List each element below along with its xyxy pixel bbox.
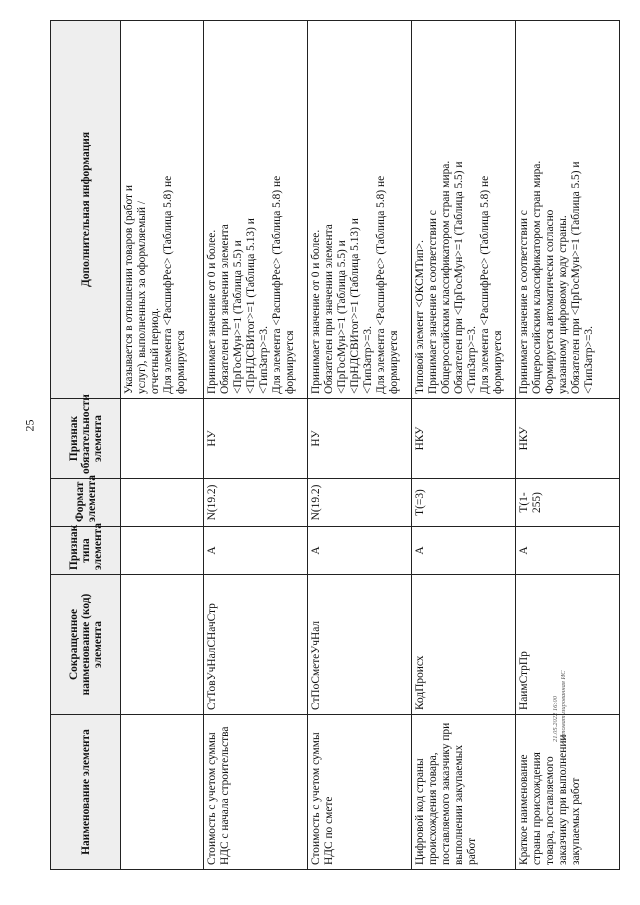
info-line: <ТипЗатр>=3. (583, 326, 596, 394)
table-header-row (51, 21, 121, 870)
info-line: Для элемента <РасшифРес> (Таблица 5.8) не (162, 175, 174, 394)
cell-element-format: Т(=3) (412, 479, 516, 527)
page-number: 25 (22, 419, 37, 432)
rotated-table-container (50, 20, 620, 870)
cell-element-required: НУ (308, 399, 412, 479)
cell-element-format (121, 479, 204, 527)
info-line: Общероссийским классификатором стран мира. (531, 160, 544, 394)
info-line: Указывается в отношении товаров (работ и (123, 185, 135, 394)
cell-element-format: N(19.2) (308, 479, 412, 527)
cell-element-type: А (308, 527, 412, 575)
stamp-line-1: 21.05.2022 16:00 (552, 695, 559, 742)
cell-element-code: НаимСтрПр (516, 575, 620, 715)
info-line: Формируется автоматически согласно (544, 209, 557, 394)
info-line: формируется (492, 330, 505, 394)
info-line: Принимает значение от 0 и более. (310, 229, 323, 394)
info-line: <ПрГосМун>=1 (Таблица 5.5) и (336, 240, 349, 394)
cell-element-required: НУ (204, 399, 308, 479)
table-row (308, 21, 412, 870)
cell-additional-info (412, 21, 516, 399)
info-line: формируется (284, 330, 297, 394)
header-required: Признак обязательности элемента (51, 399, 121, 479)
element-table (50, 20, 620, 870)
cell-element-type: А (412, 527, 516, 575)
cell-element-required (121, 399, 204, 479)
cell-element-code: СтТовУчНалСНачСтр (204, 575, 308, 715)
info-line: Обязателен при <ПрГосМун>=1 (Таблица 5.5) и (453, 161, 466, 394)
table-row (121, 21, 204, 870)
info-line: Принимает значение в соответствии с (427, 210, 440, 394)
cell-element-name (121, 715, 204, 870)
cell-additional-info (308, 21, 412, 399)
info-line: Принимает значение от 0 и более. (206, 229, 219, 394)
table-row (516, 21, 620, 870)
info-line: Обязателен при значении элемента (219, 224, 232, 394)
info-line: Принимает значение в соответствии с (518, 210, 531, 394)
header-format: Формат элемента (51, 479, 121, 527)
info-line: <ПрНДСВИтог>=1 (Таблица 5.13) и (349, 218, 362, 394)
header-name: Наименование элемента (51, 715, 121, 870)
header-code: Сокращенное наименование (код) элемента (51, 575, 121, 715)
cell-additional-info (516, 21, 620, 399)
cell-element-type: А (516, 527, 620, 575)
info-line: отчетный период. (149, 308, 161, 394)
cell-element-format: Т(1-255) (516, 479, 620, 527)
info-line: <ПрГосМун>=1 (Таблица 5.5) и (232, 240, 245, 394)
cell-element-name: Стоимость с учетом суммы НДС с начала строительства (204, 715, 308, 870)
table-row (412, 21, 516, 870)
cell-element-type (121, 527, 204, 575)
stamp-line-2: Автоматизированная ИС (560, 670, 567, 742)
cell-additional-info (121, 21, 204, 399)
info-line: <ТипЗатр>=3. (362, 326, 375, 394)
info-line: формируется (388, 330, 401, 394)
info-line: Обязателен при <ПрГосМун>=1 (Таблица 5.5) и (570, 161, 583, 394)
info-line: Для элемента <РасшифРес> (Таблица 5.8) не (271, 175, 284, 394)
cell-element-code: КодПроисх (412, 575, 516, 715)
info-line: Общероссийским классификатором стран мира. (440, 160, 453, 394)
info-line: Для элемента <РасшифРес> (Таблица 5.8) не (375, 175, 388, 394)
cell-element-code (121, 575, 204, 715)
info-line: <ТипЗатр>=3. (466, 326, 479, 394)
cell-element-required: НКУ (412, 399, 516, 479)
info-line: <ПрНДСВИтог>=1 (Таблица 5.13) и (245, 218, 258, 394)
info-line: Обязателен при значении элемента (323, 224, 336, 394)
cell-element-name: Цифровой код страны происхождения товара, поставляемого заказчику при выполнении закупаемых работ (412, 715, 516, 870)
header-type: Признак типа элемента (51, 527, 121, 575)
info-line: Типовой элемент <ОКСМТип>. (414, 240, 427, 394)
header-info: Дополнительная информация (51, 21, 121, 399)
info-line: услуг), выполненных за оформляемый / (136, 200, 148, 394)
cell-element-name: Краткое наименование страны происхождения товара, поставляемого заказчику при выполнении закупаемых работ (516, 715, 620, 870)
info-line: указанному цифровому коду страны. (557, 215, 570, 394)
cell-element-code: СтПоСметеУчНал (308, 575, 412, 715)
info-line: <ТипЗатр>=3. (258, 326, 271, 394)
info-line: Для элемента <РасшифРес> (Таблица 5.8) не (479, 175, 492, 394)
cell-element-required: НКУ (516, 399, 620, 479)
cell-element-format: N(19.2) (204, 479, 308, 527)
cell-additional-info (204, 21, 308, 399)
table-row (204, 21, 308, 870)
cell-element-name: Стоимость с учетом суммы НДС по смете (308, 715, 412, 870)
info-line: формируется (175, 330, 187, 394)
cell-element-type: А (204, 527, 308, 575)
